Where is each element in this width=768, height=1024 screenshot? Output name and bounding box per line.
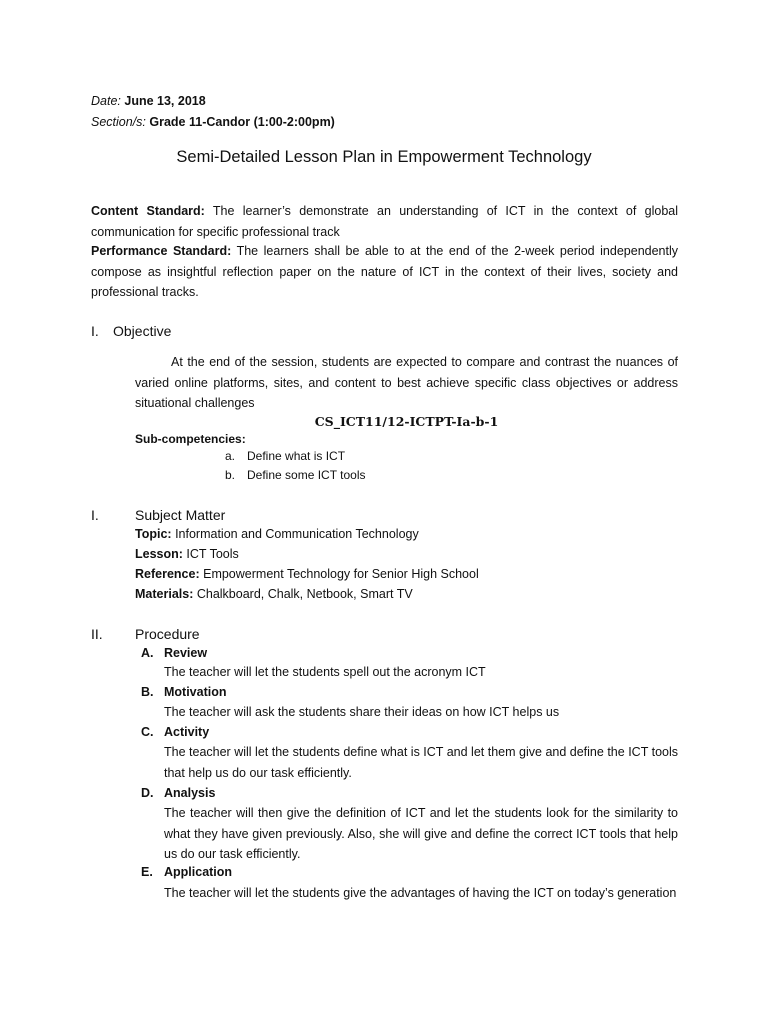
- procedure-step-title: Review: [164, 646, 208, 660]
- subcompetency-marker: a.: [225, 449, 236, 463]
- topic-label: Topic:: [135, 527, 172, 541]
- procedure-step-text: The teacher will ask the students share their ideas on how ICT helps us: [164, 705, 560, 719]
- objective-numeral: I.: [91, 323, 99, 339]
- content-standard: [91, 201, 678, 242]
- procedure-step-marker: E.: [141, 865, 153, 879]
- subject-matter-heading-text: Subject Matter: [135, 507, 226, 523]
- lesson-line: [135, 544, 239, 564]
- procedure-step-marker: A.: [141, 646, 154, 660]
- lesson-value: ICT Tools: [186, 547, 239, 561]
- procedure-heading-text: Procedure: [135, 626, 200, 642]
- section-line: [91, 112, 335, 132]
- date-value: June 13, 2018: [124, 94, 206, 108]
- procedure-step-label: [141, 862, 232, 882]
- topic-line: [135, 524, 419, 544]
- document-title: Semi-Detailed Lesson Plan in Empowerment Technology: [176, 148, 592, 166]
- topic-value: Information and Communication Technology: [175, 527, 419, 541]
- subcompetency-marker: b.: [225, 468, 236, 482]
- reference-value: Empowerment Technology for Senior High School: [203, 567, 479, 581]
- subcompetency-text: Define what is ICT: [247, 449, 346, 463]
- procedure-step-marker: B.: [141, 685, 154, 699]
- content-standard-label: Content Standard:: [91, 204, 205, 218]
- materials-label: Materials:: [135, 587, 194, 601]
- procedure-step-title: Application: [164, 865, 233, 879]
- performance-standard: [91, 241, 678, 303]
- procedure-step-title: Motivation: [164, 685, 227, 699]
- section-value: Grade 11-Candor (1:00-2:00pm): [149, 115, 335, 129]
- performance-standard-label: Performance Standard:: [91, 244, 232, 258]
- performance-standard-text: The learners shall be able to at the end of the 2-week period independently compose as insightful reflection paper on the nature of ICT in the context of their lives, society and professional tracks.: [91, 244, 678, 299]
- procedure-step-title: Analysis: [164, 786, 216, 800]
- objective-heading-text: Objective: [113, 323, 172, 339]
- procedure-step-marker: C.: [141, 725, 154, 739]
- procedure-step-label: [141, 643, 207, 663]
- procedure-numeral: II.: [91, 626, 103, 642]
- section-label: Section/s:: [91, 115, 146, 129]
- objective-heading: [0, 321, 768, 341]
- procedure-step-text: The teacher will let the students spell out the acronym ICT: [164, 665, 486, 679]
- content-standard-text: The learner’s demonstrate an understanding of ICT in the context of global communication for specific professional track: [91, 204, 678, 239]
- subcompetency-item: [225, 465, 366, 485]
- procedure-step-label: [141, 783, 215, 803]
- procedure-step-text: The teacher will let the students give the advantages of having the ICT on today’s generation: [164, 886, 677, 900]
- subcompetency-text: Define some ICT tools: [247, 468, 366, 482]
- subject-matter-numeral: I.: [91, 507, 99, 523]
- date-line: [91, 91, 206, 111]
- objective-text-body: At the end of the session, students are expected to compare and contrast the nuances of varied online platforms, sites, and content to best achieve specific class objectives or address situational challenges: [135, 355, 678, 410]
- lesson-label: Lesson:: [135, 547, 183, 561]
- reference-line: [135, 564, 479, 584]
- competency-code: CS_ICT11/12-ICTPT-Ia-b-1: [314, 414, 499, 429]
- materials-line: [135, 584, 413, 604]
- reference-label: Reference:: [135, 567, 200, 581]
- procedure-step-title: Activity: [164, 725, 210, 739]
- procedure-step-text: The teacher will then give the definition of ICT and let the students look for the similarity to what they have given previously. Also, she will give and define the correct ICT tools that help us do our task efficiently.: [164, 806, 678, 861]
- objective-text: [135, 352, 678, 414]
- materials-value: Chalkboard, Chalk, Netbook, Smart TV: [196, 587, 413, 601]
- procedure-heading: [0, 624, 768, 644]
- procedure-step-label: [141, 722, 209, 742]
- procedure-step-label: [141, 682, 227, 702]
- date-label: Date:: [91, 94, 121, 108]
- subcompetencies-label: Sub-competencies:: [135, 432, 246, 446]
- subject-matter-heading: [0, 505, 768, 525]
- procedure-step-marker: D.: [141, 786, 154, 800]
- procedure-step-text: The teacher will let the students define what is ICT and let them give and define the ICT tools that help us do our task efficiently.: [164, 745, 678, 780]
- subcompetency-item: [225, 446, 345, 466]
